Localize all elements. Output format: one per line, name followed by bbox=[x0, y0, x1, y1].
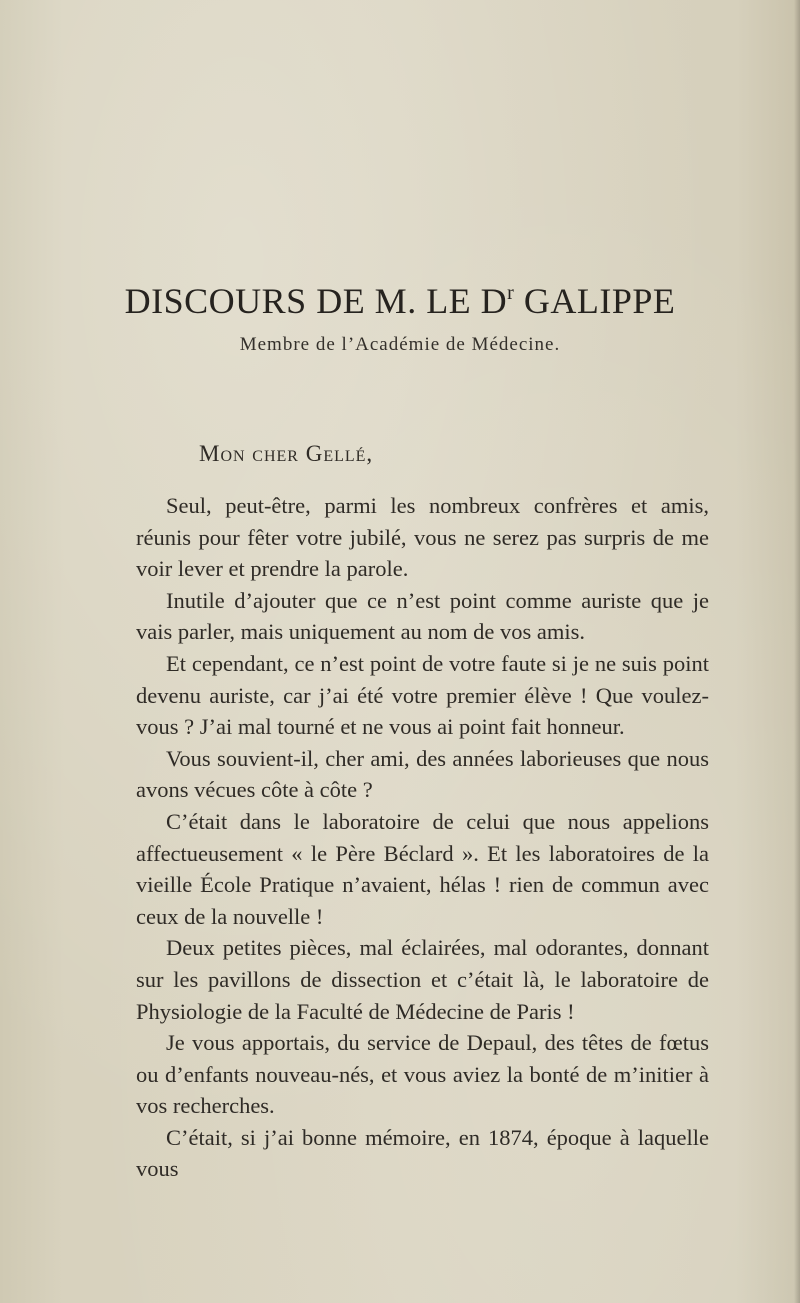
title-end: GALIPPE bbox=[514, 281, 676, 321]
paragraph: C’était dans le laboratoire de celui que nous appelions affectueusement « le Père Béclard ». Et les laboratoires de la vieille École Pratique n’avaient, hélas ! rien de commun avec ceux de la nouvelle ! bbox=[136, 808, 709, 929]
page-edge-shadow bbox=[794, 0, 800, 1303]
paragraph: C’était, si j’ai bonne mémoire, en 1874, époque à laquelle vous bbox=[136, 1124, 709, 1182]
paragraph: Vous souvient-il, cher ami, des années laborieuses que nous avons vécues côte à côte ? bbox=[136, 745, 709, 803]
paragraph: Je vous apportais, du service de Depaul, des têtes de fœtus ou d’enfants nouveau-nés, et vous aviez la bonté de m’initier à vos recherches. bbox=[136, 1030, 709, 1119]
title-superscript: r bbox=[507, 282, 515, 304]
speech-title bbox=[0, 279, 800, 323]
speaker-subtitle: Membre de l’Académie de Médecine. bbox=[239, 334, 561, 355]
title-main: DISCOURS DE M. LE D bbox=[124, 281, 508, 321]
paragraph: Inutile d’ajouter que ce n’est point comme auriste que je vais parler, mais uniquement au nom de vos amis. bbox=[136, 587, 709, 645]
salutation: Mon cher Gellé, bbox=[199, 441, 374, 466]
paragraph: Seul, peut-être, parmi les nombreux confrères et amis, réunis pour fêter votre jubilé, vous ne serez pas surpris de me voir lever et prendre la parole. bbox=[136, 493, 709, 582]
paragraph: Deux petites pièces, mal éclairées, mal odorantes, donnant sur les pavillons de dissection et c’était là, le laboratoire de Physiologie de la Faculté de Médecine de Paris ! bbox=[136, 935, 709, 1024]
speech-body bbox=[136, 490, 709, 1185]
paragraph: Et cependant, ce n’est point de votre faute si je ne suis point devenu auriste, car j’ai été votre premier élève ! Que voulez-vous ? J’ai mal tourné et ne vous ai point fait honneur. bbox=[136, 650, 709, 740]
